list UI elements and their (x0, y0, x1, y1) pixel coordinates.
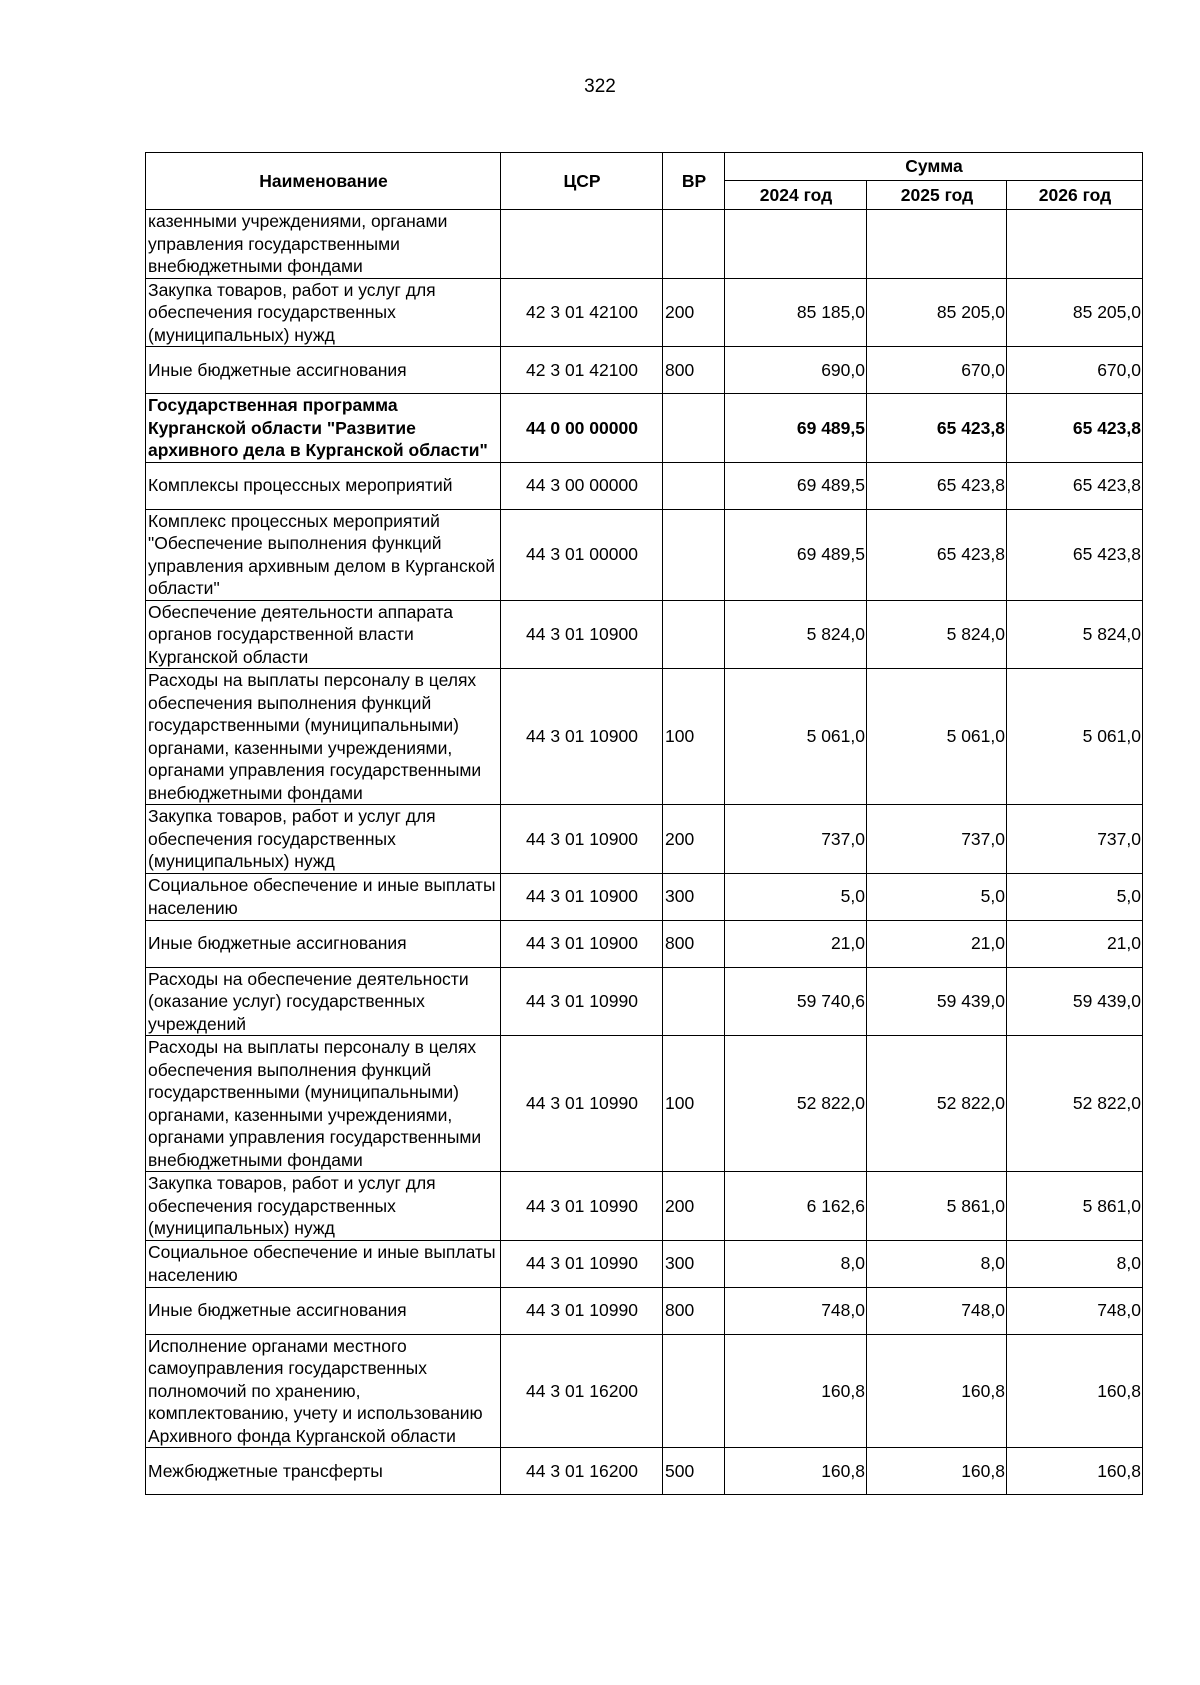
table-row (146, 1448, 1143, 1495)
cell-name: Расходы на обеспечение деятельности (оказание услуг) государственных учреждений (146, 967, 501, 1036)
cell-2025: 5 861,0 (867, 1172, 1007, 1241)
cell-2024: 5,0 (725, 873, 867, 920)
cell-vr: 200 (663, 1172, 725, 1241)
cell-2024: 69 489,5 (725, 462, 867, 509)
table-row (146, 509, 1143, 600)
table-row (146, 600, 1143, 669)
table-row (146, 278, 1143, 347)
cell-2025: 5 061,0 (867, 669, 1007, 805)
cell-csr: 44 3 01 10990 (501, 1172, 663, 1241)
cell-2026: 65 423,8 (1007, 394, 1143, 463)
cell-2025: 65 423,8 (867, 509, 1007, 600)
cell-name: Социальное обеспечение и иные выплаты населению (146, 1240, 501, 1287)
cell-2024: 69 489,5 (725, 394, 867, 463)
cell-vr (663, 600, 725, 669)
cell-vr: 100 (663, 1036, 725, 1172)
cell-2024: 52 822,0 (725, 1036, 867, 1172)
cell-2026: 85 205,0 (1007, 278, 1143, 347)
cell-2024: 5 061,0 (725, 669, 867, 805)
header-year-2026: 2026 год (1007, 181, 1143, 210)
cell-name: Иные бюджетные ассигнования (146, 347, 501, 394)
cell-2026: 65 423,8 (1007, 509, 1143, 600)
cell-2025: 160,8 (867, 1334, 1007, 1448)
cell-2025: 5 824,0 (867, 600, 1007, 669)
cell-2024: 6 162,6 (725, 1172, 867, 1241)
cell-2025: 5,0 (867, 873, 1007, 920)
cell-name: Закупка товаров, работ и услуг для обеспечения государственных (муниципальных) нужд (146, 805, 501, 874)
cell-csr: 44 3 01 10990 (501, 1240, 663, 1287)
table-row (146, 394, 1143, 463)
cell-2026: 52 822,0 (1007, 1036, 1143, 1172)
cell-name: казенными учреждениями, органами управления государственными внебюджетными фондами (146, 210, 501, 279)
cell-vr: 300 (663, 873, 725, 920)
cell-2024: 85 185,0 (725, 278, 867, 347)
cell-vr: 200 (663, 805, 725, 874)
cell-2025: 52 822,0 (867, 1036, 1007, 1172)
budget-table (145, 152, 1143, 1495)
cell-2026: 5 061,0 (1007, 669, 1143, 805)
cell-2025: 65 423,8 (867, 462, 1007, 509)
cell-2026 (1007, 210, 1143, 279)
cell-vr: 200 (663, 278, 725, 347)
cell-2025: 160,8 (867, 1448, 1007, 1495)
cell-2024: 69 489,5 (725, 509, 867, 600)
cell-2024: 690,0 (725, 347, 867, 394)
cell-csr: 44 0 00 00000 (501, 394, 663, 463)
cell-name: Социальное обеспечение и иные выплаты населению (146, 873, 501, 920)
cell-2024: 8,0 (725, 1240, 867, 1287)
table-row (146, 920, 1143, 967)
cell-2026: 21,0 (1007, 920, 1143, 967)
cell-vr: 300 (663, 1240, 725, 1287)
cell-2025: 8,0 (867, 1240, 1007, 1287)
cell-vr (663, 967, 725, 1036)
cell-name: Расходы на выплаты персоналу в целях обеспечения выполнения функций государственными (муниципальными) органами, казенными учреждениями, органами управления государственными внебюджетными фондами (146, 669, 501, 805)
cell-2026: 748,0 (1007, 1287, 1143, 1334)
cell-2025 (867, 210, 1007, 279)
cell-vr: 800 (663, 1287, 725, 1334)
header-sum: Сумма (725, 153, 1143, 181)
cell-csr: 44 3 01 10900 (501, 920, 663, 967)
table-row (146, 1287, 1143, 1334)
table-row (146, 1036, 1143, 1172)
cell-2025: 65 423,8 (867, 394, 1007, 463)
cell-name: Расходы на выплаты персоналу в целях обеспечения выполнения функций государственными (муниципальными) органами, казенными учреждениями, органами управления государственными внебюджетными фондами (146, 1036, 501, 1172)
header-name: Наименование (146, 153, 501, 210)
cell-vr: 800 (663, 347, 725, 394)
cell-2024: 160,8 (725, 1448, 867, 1495)
cell-2025: 59 439,0 (867, 967, 1007, 1036)
cell-2026: 5,0 (1007, 873, 1143, 920)
cell-name: Иные бюджетные ассигнования (146, 1287, 501, 1334)
table-header (146, 153, 1143, 210)
cell-2025: 670,0 (867, 347, 1007, 394)
cell-csr: 44 3 01 00000 (501, 509, 663, 600)
cell-csr: 44 3 01 10990 (501, 1036, 663, 1172)
cell-2026: 737,0 (1007, 805, 1143, 874)
cell-csr: 44 3 01 16200 (501, 1448, 663, 1495)
cell-2024: 5 824,0 (725, 600, 867, 669)
cell-name: Обеспечение деятельности аппарата органов государственной власти Курганской области (146, 600, 501, 669)
header-csr: ЦСР (501, 153, 663, 210)
cell-vr: 100 (663, 669, 725, 805)
cell-2024: 160,8 (725, 1334, 867, 1448)
cell-csr: 44 3 01 16200 (501, 1334, 663, 1448)
table-row (146, 1240, 1143, 1287)
cell-2026: 670,0 (1007, 347, 1143, 394)
cell-csr: 42 3 01 42100 (501, 278, 663, 347)
cell-csr: 44 3 00 00000 (501, 462, 663, 509)
cell-csr: 42 3 01 42100 (501, 347, 663, 394)
cell-2026: 160,8 (1007, 1448, 1143, 1495)
cell-csr: 44 3 01 10990 (501, 1287, 663, 1334)
cell-vr: 500 (663, 1448, 725, 1495)
cell-2026: 5 824,0 (1007, 600, 1143, 669)
cell-name: Межбюджетные трансферты (146, 1448, 501, 1495)
cell-2026: 160,8 (1007, 1334, 1143, 1448)
cell-2025: 85 205,0 (867, 278, 1007, 347)
cell-2024: 748,0 (725, 1287, 867, 1334)
cell-2025: 737,0 (867, 805, 1007, 874)
cell-csr (501, 210, 663, 279)
cell-2026: 59 439,0 (1007, 967, 1143, 1036)
cell-2026: 5 861,0 (1007, 1172, 1143, 1241)
cell-2024: 59 740,6 (725, 967, 867, 1036)
cell-csr: 44 3 01 10900 (501, 669, 663, 805)
cell-2024 (725, 210, 867, 279)
table-row (146, 873, 1143, 920)
cell-name: Закупка товаров, работ и услуг для обеспечения государственных (муниципальных) нужд (146, 1172, 501, 1241)
table-row (146, 210, 1143, 279)
cell-name: Комплексы процессных мероприятий (146, 462, 501, 509)
cell-2026: 8,0 (1007, 1240, 1143, 1287)
table-row (146, 462, 1143, 509)
cell-vr (663, 210, 725, 279)
cell-2024: 737,0 (725, 805, 867, 874)
cell-2026: 65 423,8 (1007, 462, 1143, 509)
cell-name: Иные бюджетные ассигнования (146, 920, 501, 967)
cell-vr: 800 (663, 920, 725, 967)
cell-2025: 21,0 (867, 920, 1007, 967)
cell-name: Исполнение органами местного самоуправления государственных полномочий по хранению, комплектованию, учету и использованию Архивного фонда Курганской области (146, 1334, 501, 1448)
cell-vr (663, 462, 725, 509)
header-year-2024: 2024 год (725, 181, 867, 210)
cell-name: Государственная программа Курганской области "Развитие архивного дела в Курганской области" (146, 394, 501, 463)
cell-2024: 21,0 (725, 920, 867, 967)
table-row (146, 1334, 1143, 1448)
cell-csr: 44 3 01 10900 (501, 873, 663, 920)
cell-csr: 44 3 01 10990 (501, 967, 663, 1036)
cell-csr: 44 3 01 10900 (501, 600, 663, 669)
cell-name: Закупка товаров, работ и услуг для обеспечения государственных (муниципальных) нужд (146, 278, 501, 347)
table-row (146, 967, 1143, 1036)
page-number: 322 (584, 76, 616, 97)
header-vr: ВР (663, 153, 725, 210)
cell-vr (663, 394, 725, 463)
header-year-2025: 2025 год (867, 181, 1007, 210)
cell-2025: 748,0 (867, 1287, 1007, 1334)
table-body (146, 210, 1143, 1495)
cell-csr: 44 3 01 10900 (501, 805, 663, 874)
cell-vr (663, 1334, 725, 1448)
cell-name: Комплекс процессных мероприятий "Обеспечение выполнения функций управления архивным делом в Курганской области" (146, 509, 501, 600)
table-row (146, 805, 1143, 874)
table-row (146, 347, 1143, 394)
cell-vr (663, 509, 725, 600)
table-row (146, 669, 1143, 805)
table-row (146, 1172, 1143, 1241)
